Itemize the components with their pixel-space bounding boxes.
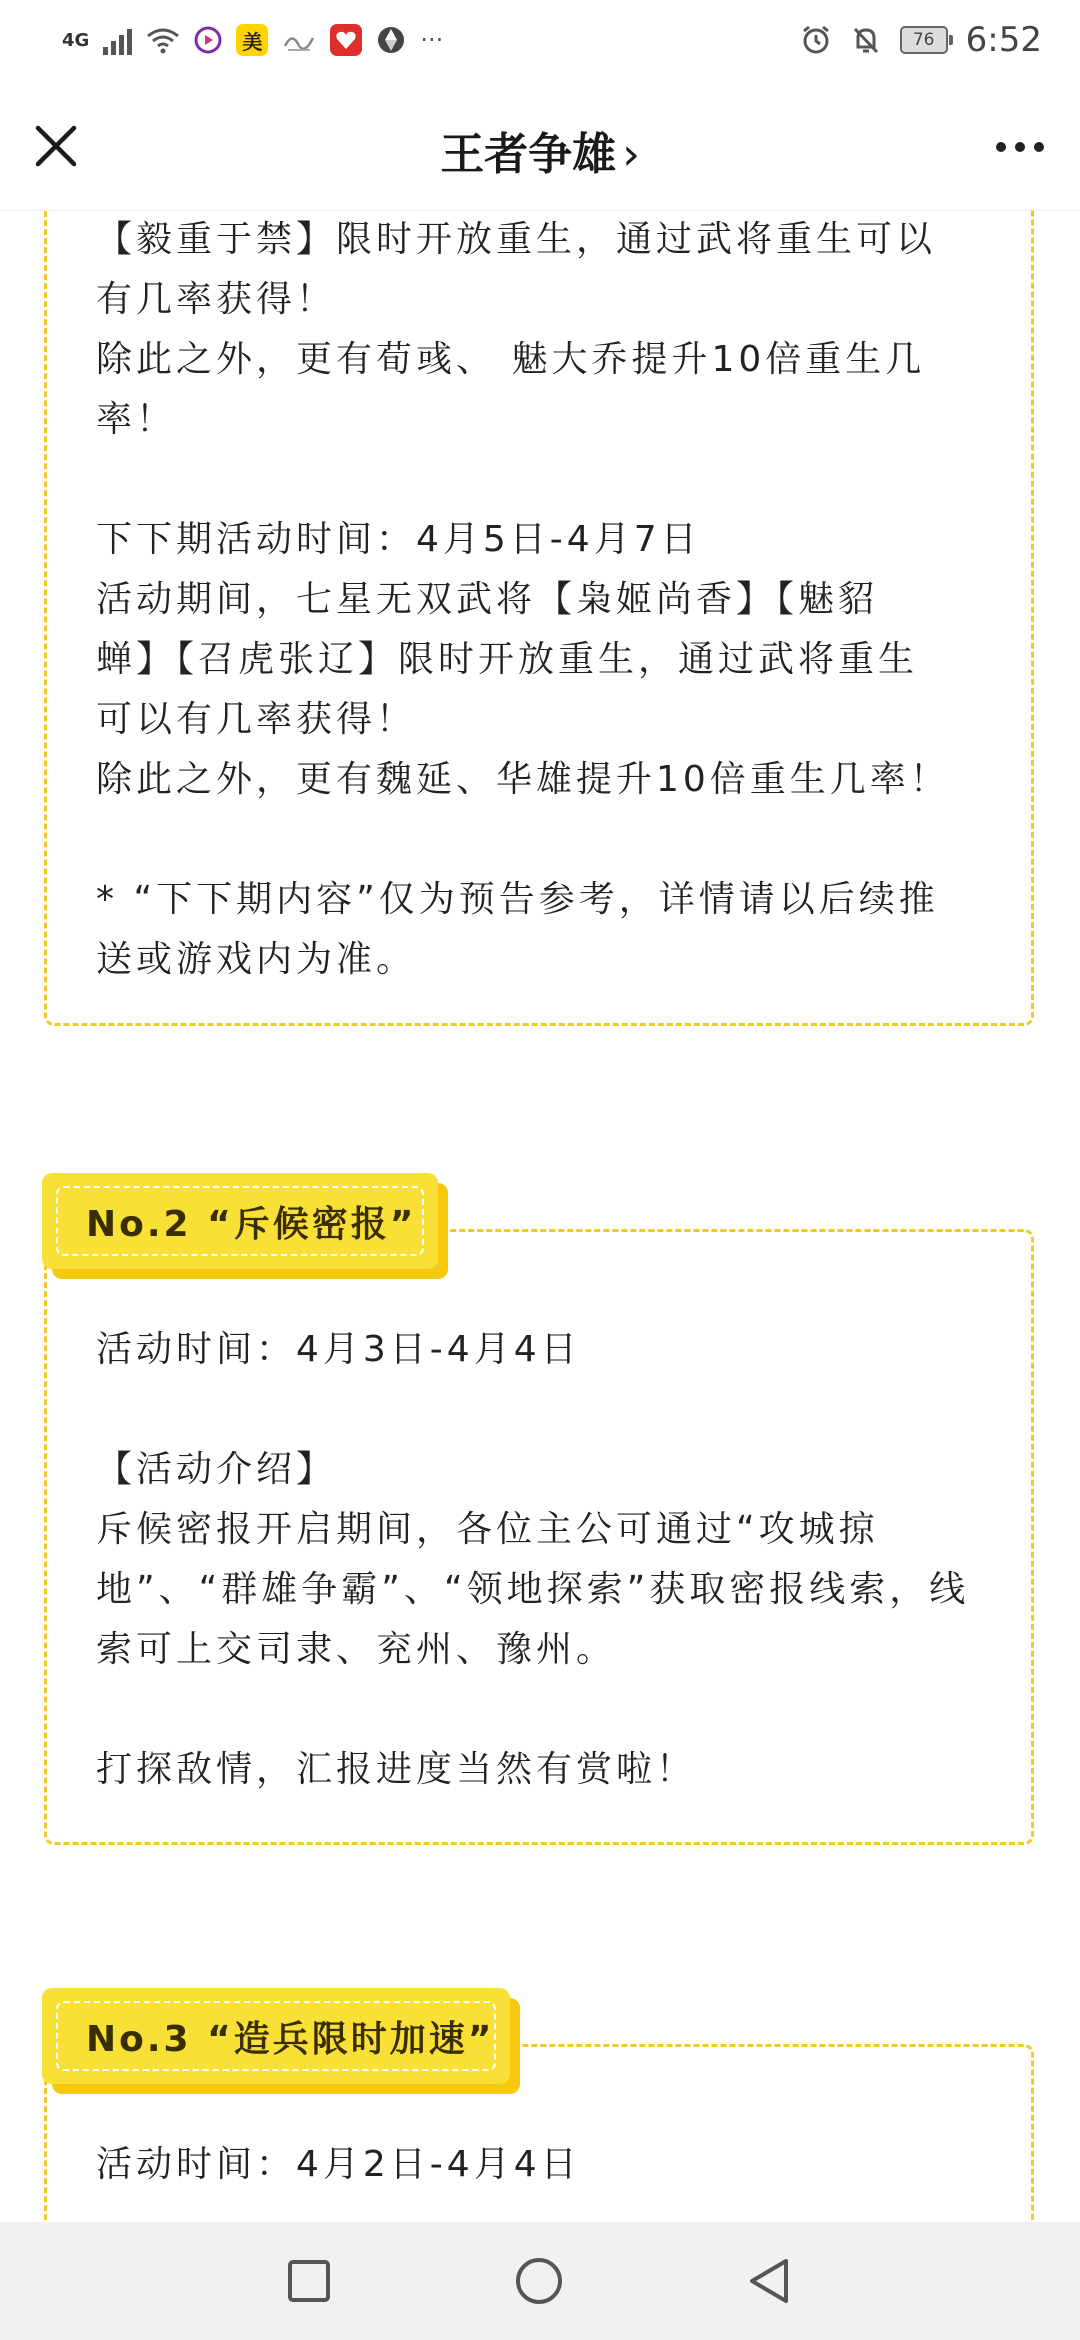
section-tag-label: No.3 “造兵限时加速”	[56, 2001, 496, 2071]
more-icon[interactable]	[990, 132, 1050, 162]
text-line	[96, 1380, 986, 1440]
text-line: 除此之外，更有荀彧、 魅大乔提升10倍重生几	[96, 339, 926, 380]
text-line: 率！	[96, 399, 177, 440]
status-bar	[0, 0, 1080, 80]
system-navigation-bar	[0, 2222, 1080, 2340]
text-line: 下下期活动时间：4月5日-4月7日	[96, 519, 701, 560]
text-line	[96, 1680, 986, 1740]
text-line: 送或游戏内为准。	[96, 939, 417, 980]
text-line: 除此之外，更有魏延、华雄提升10倍重生几率！	[96, 759, 950, 800]
text-line: 【毅重于禁】限时开放重生，通过武将重生可以	[96, 219, 937, 260]
text-line: 【活动介绍】	[96, 1449, 337, 1490]
text-line: 斥候密报开启期间，各位主公可通过“攻城掠	[96, 1509, 879, 1550]
more-notifications-dots: ···	[420, 26, 444, 54]
alarm-icon	[800, 24, 832, 56]
back-icon[interactable]	[744, 2256, 794, 2306]
text-line: * “下下期内容”仅为预告参考，详情请以后续推	[96, 879, 939, 920]
text-line: 索可上交司隶、兖州、豫州。	[96, 1629, 617, 1670]
pinduoduo-app-icon	[330, 24, 362, 56]
aperture-app-icon	[376, 25, 406, 55]
text-line: 地”、“群雄争霸”、“领地探索”获取密报线索，线	[96, 1569, 970, 1610]
text-line: 蝉】【召虎张辽】限时开放重生，通过武将重生	[96, 639, 919, 680]
signal-icon	[103, 25, 132, 55]
section-tag	[42, 1988, 510, 2084]
section1-text	[96, 210, 986, 990]
status-left	[62, 18, 443, 62]
text-line: 可以有几率获得！	[96, 699, 417, 740]
chevron-right-icon: ›	[622, 129, 640, 180]
section-tag	[42, 1173, 438, 1269]
meituan-app-icon: 美	[236, 24, 268, 56]
clock: 6:52	[965, 20, 1042, 60]
top-nav-bar	[0, 80, 1080, 211]
status-right	[800, 18, 1042, 62]
text-line	[96, 450, 986, 510]
network-type: 4G	[62, 29, 90, 51]
wifi-icon	[146, 26, 180, 54]
video-app-icon	[194, 26, 222, 54]
battery-indicator: 76	[900, 26, 948, 54]
article-content[interactable]	[0, 210, 1080, 2222]
text-line	[96, 810, 986, 870]
text-line: 活动期间，七星无双武将【枭姬尚香】【魅貂	[96, 579, 879, 620]
study-app-icon	[282, 26, 316, 54]
text-line: 打探敌情，汇报进度当然有赏啦！	[96, 1749, 697, 1790]
recent-apps-icon[interactable]	[284, 2256, 334, 2306]
mute-bell-icon	[850, 24, 882, 56]
text-line: 活动时间：4月3日-4月4日	[96, 1329, 581, 1370]
home-icon[interactable]	[514, 2256, 564, 2306]
account-title[interactable]	[0, 118, 1080, 182]
text-line: 有几率获得！	[96, 279, 337, 320]
section2-text	[96, 1320, 986, 1800]
text-line: 活动时间：4月2日-4月4日	[96, 2144, 581, 2185]
section3-text	[96, 2135, 986, 2195]
section-tag-label: No.2 “斥候密报”	[56, 1186, 424, 1256]
account-name: 王者争雄	[440, 129, 617, 180]
